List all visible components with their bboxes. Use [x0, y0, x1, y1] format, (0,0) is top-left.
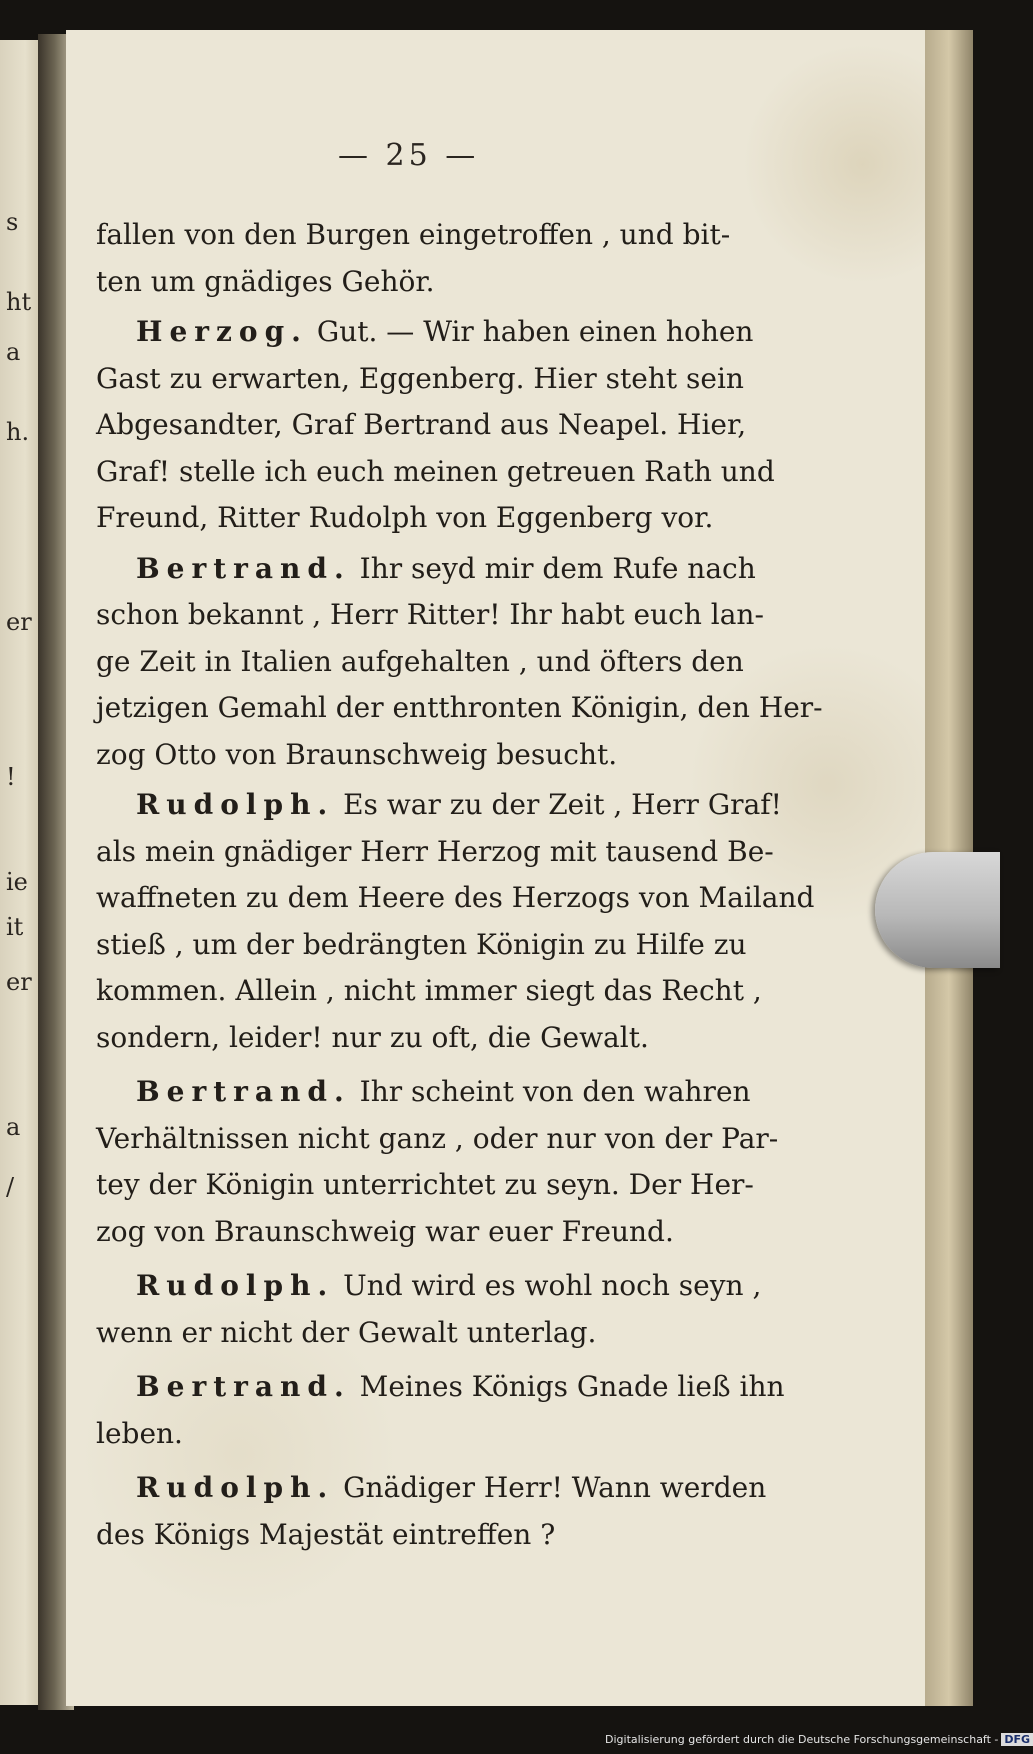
paragraph-continuation	[96, 1116, 838, 1256]
speaker-name: Bertrand.	[136, 551, 351, 585]
left-page-fragments	[4, 210, 38, 1610]
paragraph-continuation	[96, 592, 838, 778]
text-line: zog von Braunschweig war euer Freund.	[96, 1214, 674, 1248]
paragraph	[96, 546, 838, 593]
paragraph	[96, 1069, 838, 1116]
margin-fragment: a	[6, 1113, 21, 1141]
text-line: fallen von den Burgen eingetroffen , und bit-	[96, 218, 731, 251]
text-line: Gast zu erwarten, Eggenberg. Hier steht sein	[96, 361, 744, 395]
paragraph	[96, 1364, 838, 1411]
margin-fragment: s	[6, 208, 19, 236]
paragraph	[96, 1263, 838, 1310]
credit-text: Digitalisierung gefördert durch die Deutsche Forschungsgemeinschaft -	[605, 1733, 999, 1746]
text-line: ten um gnädiges Gehör.	[96, 264, 435, 298]
paragraph	[96, 1465, 838, 1512]
paragraph-continuation	[96, 829, 838, 1062]
paragraph	[96, 309, 838, 356]
body-text	[96, 212, 838, 1562]
margin-fragment: a	[6, 338, 21, 366]
paragraph-continuation	[96, 1512, 838, 1559]
text-line: jetzigen Gemahl der entthronten Königin, den Her-	[96, 691, 823, 724]
text-line: stieß , um der bedrängten Königin zu Hilfe zu	[96, 927, 747, 961]
text-line: Graf! stelle ich euch meinen getreuen Rath und	[96, 454, 775, 488]
margin-fragment: ht	[6, 288, 32, 316]
text-line: Abgesandter, Graf Bertrand aus Neapel. Hier,	[96, 408, 747, 441]
text-line: wenn er nicht der Gewalt unterlag.	[96, 1315, 597, 1349]
digitization-credit	[605, 1733, 1031, 1746]
margin-fragment: er	[6, 608, 32, 636]
text-line: kommen. Allein , nicht immer siegt das Recht ,	[96, 974, 762, 1007]
page-number: — 25 —	[338, 138, 480, 173]
text-line: Verhältnissen nicht ganz , oder nur von der Par-	[96, 1121, 779, 1155]
speaker-name: Rudolph.	[136, 1471, 335, 1504]
text-line: tey der Königin unterrichtet zu seyn. Der Her-	[96, 1168, 754, 1201]
margin-fragment: ie	[6, 868, 28, 896]
text-line: als mein gnädiger Herr Herzog mit tausend Be-	[96, 834, 774, 868]
paragraph	[96, 212, 838, 305]
speaker-name: Rudolph.	[136, 788, 335, 821]
text-line: Gnädiger Herr! Wann werden	[334, 1471, 767, 1504]
text-line: ge Zeit in Italien aufgehalten , und öfters den	[96, 644, 744, 678]
text-line: Ihr scheint von den wahren	[350, 1075, 751, 1108]
speaker-name: Bertrand.	[136, 1370, 351, 1403]
text-line: Freund, Ritter Rudolph von Eggenberg vor.	[96, 501, 714, 534]
text-line: Ihr seyd mir dem Rufe nach	[350, 551, 756, 585]
speaker-name: Rudolph.	[136, 1269, 335, 1302]
paragraph-continuation	[96, 356, 838, 542]
text-line: Und wird es wohl noch seyn ,	[334, 1269, 762, 1302]
text-line: schon bekannt , Herr Ritter! Ihr habt euch lan-	[96, 598, 764, 631]
margin-fragment: /	[6, 1173, 15, 1201]
margin-fragment: it	[6, 913, 24, 941]
margin-fragment: h.	[6, 418, 30, 446]
text-line: sondern, leider! nur zu oft, die Gewalt.	[96, 1020, 649, 1054]
margin-fragment: er	[6, 968, 32, 996]
paragraph	[96, 782, 838, 829]
paragraph-continuation	[96, 1411, 838, 1458]
text-line: Meines Königs Gnade ließ ihn	[350, 1370, 785, 1403]
text-line: zog Otto von Braunschweig besucht.	[96, 737, 618, 771]
speaker-name: Bertrand.	[136, 1075, 351, 1108]
text-line: Es war zu der Zeit , Herr Graf!	[334, 788, 782, 821]
text-line: des Königs Majestät eintreffen ?	[96, 1517, 556, 1551]
margin-fragment: !	[6, 763, 16, 791]
speaker-name: Herzog.	[136, 315, 308, 348]
dfg-logo-badge: DFG	[1001, 1733, 1033, 1746]
paragraph-continuation	[96, 1310, 838, 1357]
text-line: leben.	[96, 1416, 183, 1450]
page-turn-handle[interactable]	[875, 852, 1000, 968]
text-line: waffneten zu dem Heere des Herzogs von Mailand	[96, 881, 815, 914]
text-line: Gut. — Wir haben einen hohen	[307, 315, 754, 348]
